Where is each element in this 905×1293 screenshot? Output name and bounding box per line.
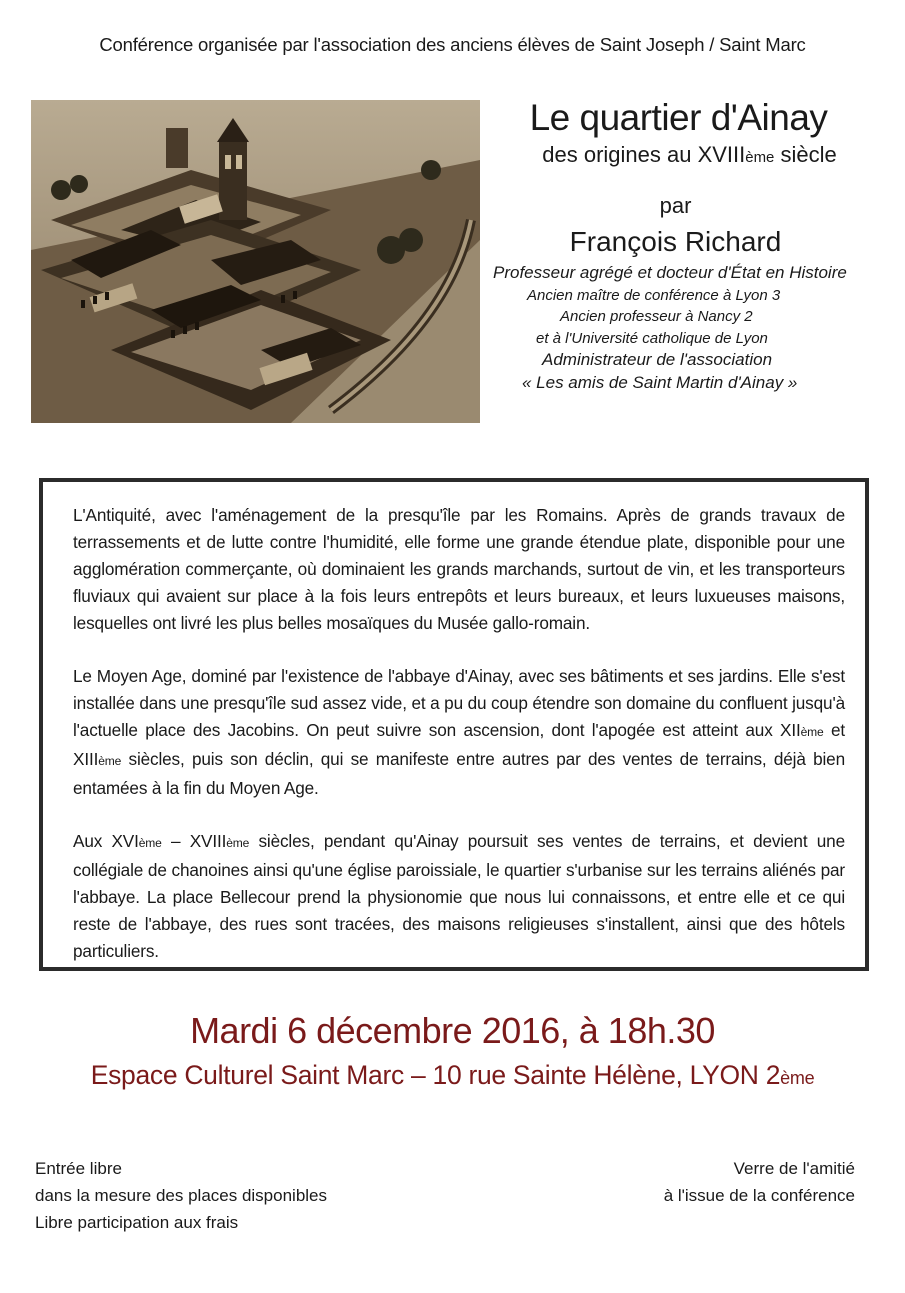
organizer-line: Conférence organisée par l'association des anciens élèves de Saint Joseph / Saint Marc — [99, 34, 806, 55]
credential-line: Professeur agrégé et docteur d'État en Histoire — [493, 263, 847, 282]
description-box — [39, 478, 869, 971]
page-title: Le quartier d'Ainay — [529, 97, 828, 138]
abbey-engraving-image — [31, 100, 480, 423]
admission-line: Entrée libre — [35, 1159, 122, 1178]
paragraph-middle-ages: Le Moyen Age, dominé par l'existence de l'abbaye d'Ainay, avec ses bâtiments et ses jardins. Elle s'est installée dans une presqu'île sud assez vide, et a pu du coup étendre son domaine du confluent jusqu'à l'actuelle place des Jacobins. On peut suivre son ascension, dont l'apogée est atteint aux XIIème et XIIIème siècles, puis son déclin, qui se manifeste entre autres par des ventes de terrains, déjà bien entamées à la fin du Moyen Age. — [73, 666, 845, 798]
admission-line: Libre participation aux frais — [35, 1213, 239, 1232]
paragraph-modern-era: Aux XVIème – XVIIIème siècles, pendant qu'Ainay poursuit ses ventes de terrains, et devient une collégiale de chanoines ainsi qu'une église paroissiale, le quartier s'urbanise sur les terrains aliénés par l'abbaye. La place Bellecour prend la physionomie que nous lui connaissons, et entre elle et ce qui reste de l'abbaye, des rues sont tracées, des maisons religieuses s'installent, ainsi que des hôtels particuliers. — [73, 831, 845, 961]
credential-line: et à l'Université catholique de Lyon — [536, 330, 768, 347]
event-venue: Espace Culturel Saint Marc – 10 rue Sainte Hélène, LYON 2ème — [90, 1060, 815, 1090]
credential-line: « Les amis de Saint Martin d'Ainay » — [522, 373, 798, 392]
speaker-credentials — [480, 261, 905, 395]
reception-line: à l'issue de la conférence — [663, 1186, 855, 1205]
credential-line: Ancien maître de conférence à Lyon 3 — [527, 287, 781, 304]
speaker-name: François Richard — [569, 226, 782, 257]
event-date: Mardi 6 décembre 2016, à 18h.30 — [190, 1010, 715, 1051]
credential-line: Ancien professeur à Nancy 2 — [560, 308, 753, 325]
title-block — [480, 96, 905, 395]
admission-line: dans la mesure des places disponibles — [35, 1186, 328, 1205]
paragraph-antiquity: L'Antiquité, avec l'aménagement de la presqu'île par les Romains. Après de grands travaux de terrassements et de lutte contre l'humidité, elle forme une grande étendue plate, disponible pour une agglomération commerçante, où dominaient les grands marchands, surtout de vin, et les transporteurs fluviaux qui avaient sur place à la fois leurs entrepôts et leurs bureaux, et leurs luxueuses maisons, lesquelles ont livré les plus belles mosaïques du Musée gallo-romain. — [73, 505, 845, 633]
reception-info — [664, 1155, 855, 1209]
admission-info — [35, 1155, 327, 1236]
page-subtitle: des origines au XVIIIème siècle — [542, 142, 837, 167]
credential-line: Administrateur de l'association — [542, 350, 773, 369]
reception-line: Verre de l'amitié — [733, 1159, 855, 1178]
by-label: par — [659, 193, 692, 218]
